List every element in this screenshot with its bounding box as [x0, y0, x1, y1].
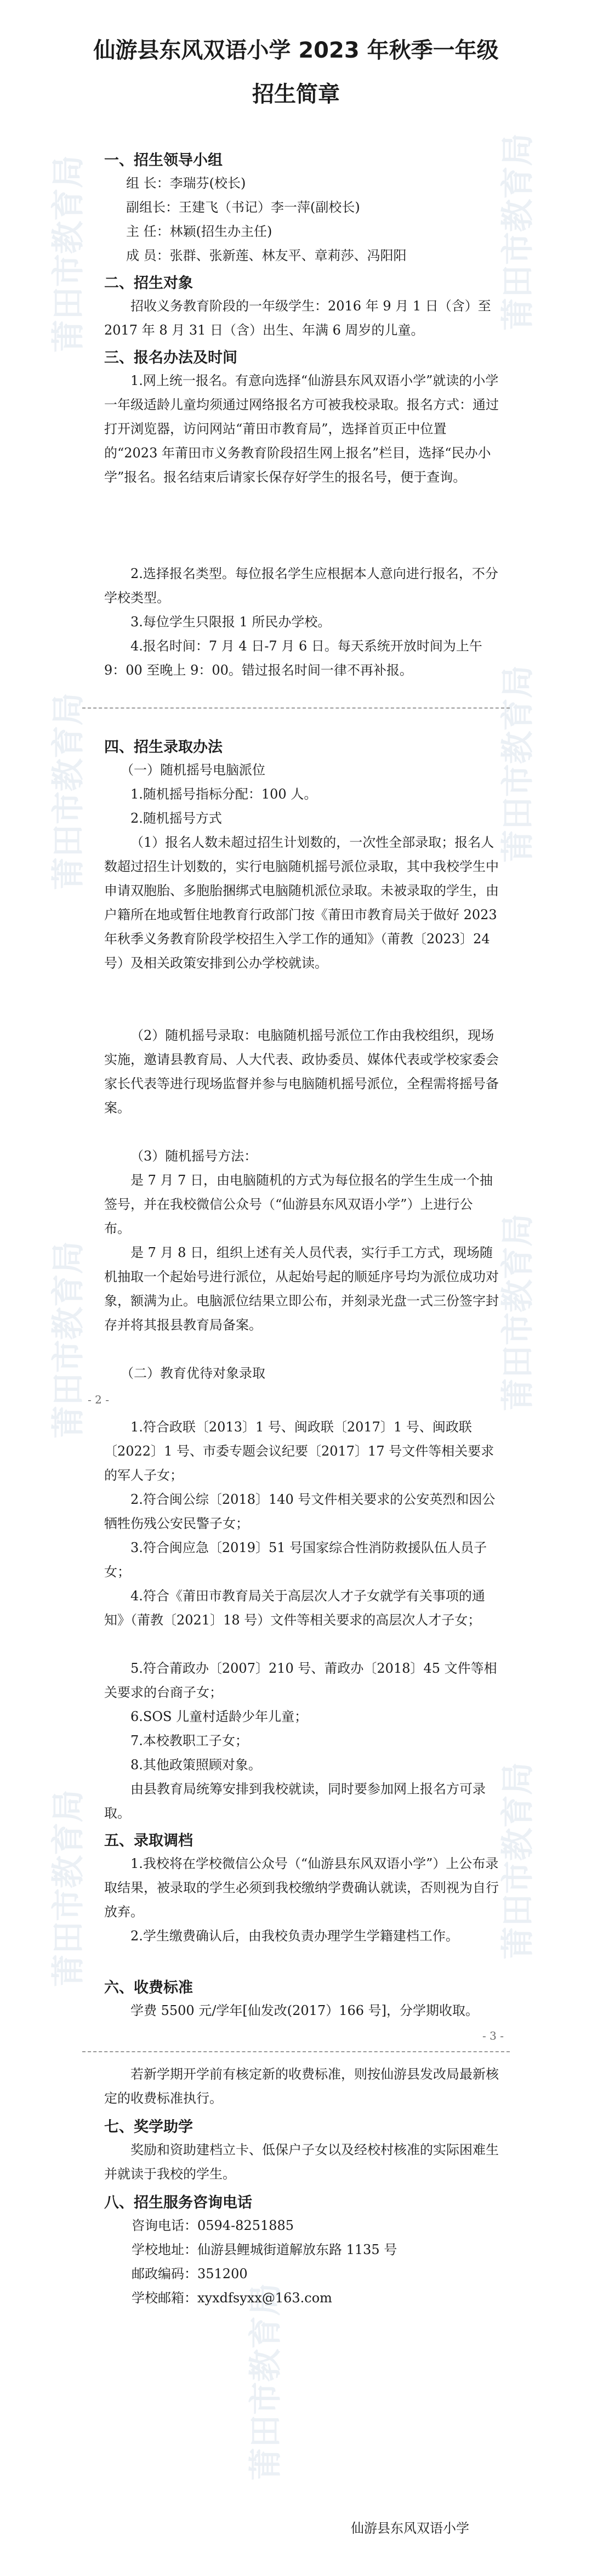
paragraph: （2）随机摇号录取：电脑随机摇号派位工作由我校组织，现场实施，邀请县教育局、人大代表、政协委员、媒体代表或学校家委会家长代表等进行现场监督并参与电脑随机摇号派位，全程需将摇号备案。 — [104, 1028, 499, 1116]
subsection-heading: （二）教育优待对象录取 — [121, 1366, 265, 1381]
page-title: 仙游县东风双语小学 2023 年秋季一年级 — [93, 38, 499, 63]
paragraph: 若新学期开学前有核定新的收费标准，则按仙游县发改局最新核定的收费标准执行。 — [104, 2067, 499, 2106]
watermark: 莆田市教育局 — [247, 2283, 285, 2481]
section-heading: 一、招生领导小组 — [104, 152, 223, 169]
paragraph: 1.网上统一报名。有意向选择“仙游县东风双语小学”就读的小学一年级适龄儿童均须通过网络报名方可被我校录取。报名方式：通过打开浏览器，访问网站“莆田市教育局”，选择首页正中位置的“2023 年莆田市义务教育阶段招生网上报名”栏目，选择“民办小学”报名。报名结束后请家长保存好学生的报名号，便于查询。 — [104, 373, 499, 485]
paragraph: 6.SOS 儿童村适龄少年儿童； — [130, 1709, 308, 1724]
paragraph: 1.我校将在学校微信公众号（“仙游县东风双语小学”）上公布录取结果，被录取的学生必须到我校缴纳学费确认就读，否则视为自行放弃。 — [104, 1856, 499, 1920]
list-item: 组 长：李瑞芬(校长) — [126, 175, 246, 191]
signature: 仙游县东风双语小学 — [351, 2521, 469, 2536]
contact-phone: 咨询电话：0594-8251885 — [132, 2218, 294, 2233]
watermark: 莆田市教育局 — [499, 1214, 537, 1411]
watermark: 莆田市教育局 — [49, 1790, 88, 1987]
section-heading: 三、报名办法及时间 — [104, 349, 237, 366]
paragraph: 学费 5500 元/学年[仙发改(2017）166 号]，分学期收取。 — [130, 2003, 479, 2018]
paragraph: 是 7 月 8 日，组织上述有关人员代表，实行手工方式，现场随机抽取一个起始号进行派位，从起始号起的顺延序号均为派位成功对象，额满为止。电脑派位结果立即公布，并刻录光盘一式三份签字封存并将其报县教育局备案。 — [104, 1245, 499, 1333]
contact-postcode: 邮政编码：351200 — [132, 2266, 248, 2281]
watermark: 莆田市教育局 — [499, 665, 537, 863]
paragraph: 奖励和资助建档立卡、低保户子女以及经校村核准的实际困难生并就读于我校的学生。 — [104, 2142, 499, 2182]
paragraph: 1.符合政联〔2013〕1 号、闽政联〔2017〕1 号、闽政联〔2022〕1 号、市委专题会议纪要〔2017〕17 号文件等相关要求的军人子女； — [104, 1419, 494, 1483]
paragraph: 3.每位学生只限报 1 所民办学校。 — [130, 614, 331, 630]
paragraph: 4.符合《莆田市教育局关于高层次人才子女就学有关事项的通知》（莆教〔2021〕18 号）文件等相关要求的高层次人才子女； — [104, 1588, 485, 1628]
section-heading: 六、收费标准 — [104, 1979, 193, 1996]
paragraph: 5.符合莆政办〔2007〕210 号、莆政办〔2018〕45 文件等相关要求的台商子女； — [104, 1661, 497, 1700]
paragraph: 招收义务教育阶段的一年级学生：2016 年 9 月 1 日（含）至 2017 年 8 月 31 日（含）出生、年满 6 周岁的儿童。 — [104, 298, 491, 338]
watermark: 莆田市教育局 — [49, 155, 88, 353]
paragraph: 2.符合闽公综〔2018〕140 号文件相关要求的公安英烈和因公牺牲伤残公安民警子女； — [104, 1492, 496, 1531]
paragraph: 2.随机摇号方式 — [130, 811, 222, 826]
paragraph: 7.本校教职工子女； — [130, 1733, 248, 1748]
page-number: - 2 - — [88, 1393, 109, 1406]
paragraph: 由县教育局统筹安排到我校就读，同时要参加网上报名方可录取。 — [104, 1781, 486, 1821]
paragraph: （1）报名人数未超过招生计划数的，一次性全部录取；报名人数超过招生计划数的，实行电脑随机摇号派位录取，其中我校学生中申请双胞胎、多胞胎捆绑式电脑随机派位录取。未被录取的学生，由户籍所在地或暂住地教育行政部门按《莆田市教育局关于做好 2023 年秋季义务教育阶段学校招生入学工作的通知》（莆教〔2023〕24 号）及相关政策安排到公办学校就读。 — [104, 835, 499, 971]
watermark: 莆田市教育局 — [499, 133, 537, 331]
list-item: 主 任：林颖(招生办主任) — [126, 224, 272, 239]
list-item: 副组长：王建飞（书记）李一萍(副校长) — [126, 200, 360, 215]
section-heading: 二、招生对象 — [104, 275, 193, 292]
paragraph: （3）随机摇号方法： — [130, 1148, 258, 1164]
page-divider — [82, 2051, 510, 2052]
watermark: 莆田市教育局 — [49, 693, 88, 890]
watermark: 莆田市教育局 — [49, 1241, 88, 1439]
paragraph: 4.报名时间：7 月 4 日-7 月 6 日。每天系统开放时间为上午 9：00 至晚上 9：00。错过报名时间一律不再补报。 — [104, 638, 482, 678]
paragraph: 1.随机摇号指标分配：100 人。 — [130, 786, 317, 802]
paragraph: 3.符合闽应急〔2019〕51 号国家综合性消防救援队伍人员子女； — [104, 1540, 487, 1579]
paragraph: 2.选择报名类型。每位报名学生应根据本人意向进行报名，不分学校类型。 — [104, 566, 498, 605]
page-number: - 3 - — [482, 2029, 504, 2042]
watermark: 莆田市教育局 — [499, 1762, 537, 1960]
section-heading: 五、录取调档 — [104, 1832, 193, 1849]
section-heading: 七、奖学助学 — [104, 2119, 193, 2136]
section-heading: 八、招生服务咨询电话 — [104, 2194, 252, 2211]
paragraph: 2.学生缴费确认后，由我校负责办理学生学籍建档工作。 — [130, 1928, 459, 1944]
subsection-heading: （一）随机摇号电脑派位 — [121, 762, 265, 778]
page-subtitle: 招生简章 — [252, 82, 340, 107]
list-item: 成 员：张群、张新莲、林友平、章莉莎、冯阳阳 — [126, 248, 407, 263]
paragraph: 是 7 月 7 日，由电脑随机的方式为每位报名的学生生成一个抽签号，并在我校微信公众号（“仙游县东风双语小学”）上进行公布。 — [104, 1173, 493, 1236]
paragraph: 8.其他政策照顾对象。 — [130, 1757, 261, 1773]
contact-address: 学校地址：仙游县鲤城街道解放东路 1135 号 — [132, 2242, 397, 2257]
section-heading: 四、招生录取办法 — [104, 739, 223, 756]
contact-email: 学校邮箱：xyxdfsyxx@163.com — [132, 2290, 332, 2306]
page-divider — [82, 707, 510, 709]
